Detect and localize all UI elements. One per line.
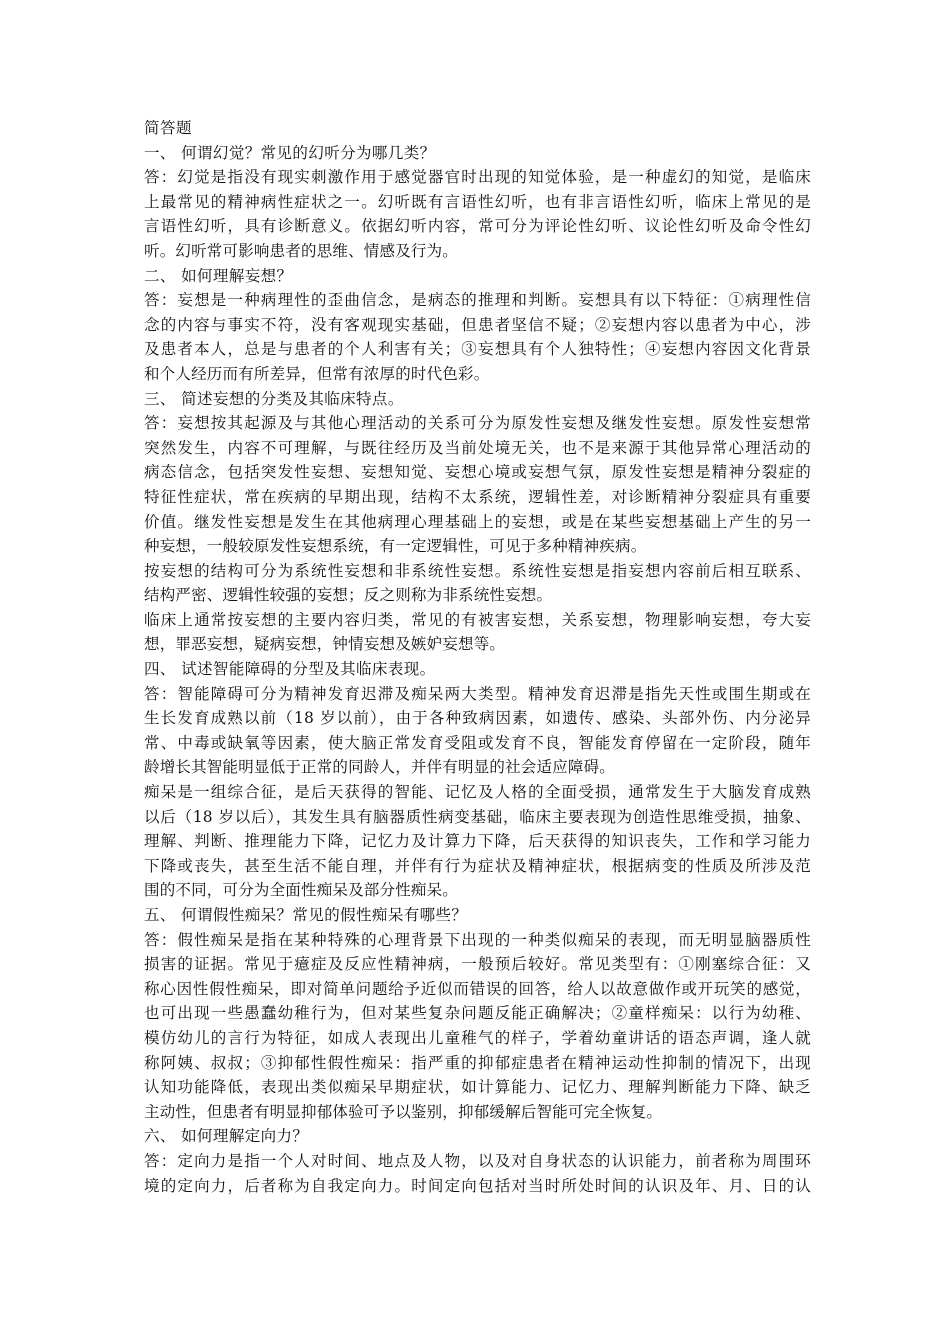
paragraph-line: 也可出现一些愚蠢幼稚行为，但对某些复杂问题反能正确解决；②童样痴呆：以行为幼稚、 — [144, 1004, 811, 1023]
paragraph-line: 按妄想的结构可分为系统性妄想和非系统性妄想。系统性妄想是指妄想内容前后相互联系、 — [144, 561, 811, 580]
question-heading: 六、 如何理解定向力？ — [144, 1127, 309, 1146]
paragraph-last-line: 和个人经历而有所差异，但常有浓厚的时代色彩。 — [144, 364, 490, 383]
paragraph-last-line: 听。幻听常可影响患者的思维、情感及行为。 — [144, 241, 459, 260]
document-body — [144, 141, 811, 1199]
paragraph-line: 称心因性假性痴呆，即对简单问题给予近似而错误的回答，给人以故意做作或开玩笑的感觉， — [144, 979, 811, 998]
question-heading: 二、 如何理解妄想？ — [144, 266, 293, 285]
question-heading: 四、 试述智能障碍的分型及其临床表现。 — [144, 660, 436, 679]
paragraph-line: 下降或丧失，甚至生活不能自理，并伴有行为症状及精神症状，根据病变的性质及所涉及范 — [144, 856, 811, 875]
document-title: 简答题 — [144, 119, 193, 137]
paragraph-line: 答：定向力是指一个人对时间、地点及人物，以及对自身状态的认识能力，前者称为周围环 — [144, 1151, 811, 1170]
paragraph-last-line: 主动性，但患者有明显抑郁体验可予以鉴别，抑郁缓解后智能可完全恢复。 — [144, 1102, 663, 1121]
paragraph-last-line: 结构严密、逻辑性较强的妄想；反之则称为非系统性妄想。 — [144, 586, 553, 605]
paragraph-line: 以后（18 岁以后），其发生具有脑器质性病变基础，临床主要表现为创造性思维受损，抽象、 — [144, 807, 811, 826]
paragraph-line: 答：假性痴呆是指在某种特殊的心理背景下出现的一种类似痴呆的表现，而无明显脑器质性 — [144, 930, 811, 949]
paragraph-last-line: 围的不同，可分为全面性痴呆及部分性痴呆。 — [144, 881, 459, 900]
paragraph-line: 损害的证据。常见于癔症及反应性精神病，一般预后较好。常见类型有：①刚塞综合征：又 — [144, 955, 811, 974]
paragraph-line: 痴呆是一组综合征，是后天获得的智能、记忆及人格的全面受损，通常发生于大脑发育成熟 — [144, 783, 811, 802]
question-heading: 三、 简述妄想的分类及其临床特点。 — [144, 389, 404, 408]
paragraph-line: 答：妄想按其起源及与其他心理活动的关系可分为原发性妄想及继发性妄想。原发性妄想常 — [144, 414, 811, 433]
paragraph-last-line: 种妄想，一般较原发性妄想系统，有一定逻辑性，可见于多种精神疾病。 — [144, 537, 647, 556]
paragraph-line: 答：幻觉是指没有现实刺激作用于感觉器官时出现的知觉体验，是一种虚幻的知觉，是临床 — [144, 168, 811, 187]
paragraph-line: 言语性幻听，具有诊断意义。依据幻听内容，常可分为评论性幻听、议论性幻听及命令性幻 — [144, 217, 811, 236]
paragraph-line: 理解、判断、推理能力下降，记忆力及计算力下降，后天获得的知识丧失，工作和学习能力 — [144, 832, 811, 851]
paragraph-line: 特征性症状，常在疾病的早期出现，结构不太系统，逻辑性差，对诊断精神分裂症具有重要 — [144, 487, 811, 506]
paragraph-last-line: 想，罪恶妄想，疑病妄想，钟情妄想及嫉妒妄想等。 — [144, 635, 506, 654]
paragraph-line: 境的定向力，后者称为自我定向力。时间定向包括对当时所处时间的认识及年、月、日的认 — [144, 1176, 811, 1195]
paragraph-line: 价值。继发性妄想是发生在其他病理心理基础上的妄想，或是在某些妄想基础上产生的另一 — [144, 512, 811, 531]
document-page — [144, 116, 811, 1198]
paragraph-line: 及患者本人，总是与患者的个人利害有关；③妄想具有个人独特性；④妄想内容因文化背景 — [144, 340, 811, 359]
paragraph-line: 认知功能降低，表现出类似痴呆早期症状，如计算能力、记忆力、理解判断能力下降、缺乏 — [144, 1078, 811, 1097]
paragraph-line: 念的内容与事实不符，没有客观现实基础，但患者坚信不疑；②妄想内容以患者为中心，涉 — [144, 315, 811, 334]
question-heading: 一、 何谓幻觉？常见的幻听分为哪几类？ — [144, 143, 436, 162]
paragraph-line: 生长发育成熟以前（18 岁以前），由于各种致病因素，如遗传、感染、头部外伤、内分泌异 — [144, 709, 811, 728]
question-heading: 五、 何谓假性痴呆？常见的假性痴呆有哪些？ — [144, 906, 468, 924]
paragraph-line: 上最常见的精神病性症状之一。幻听既有言语性幻听，也有非言语性幻听，临床上常见的是 — [144, 192, 811, 211]
paragraph-last-line: 龄增长其智能明显低于正常的同龄人，并伴有明显的社会适应障碍。 — [144, 758, 616, 777]
paragraph-line: 临床上通常按妄想的主要内容归类，常见的有被害妄想，关系妄想，物理影响妄想，夸大妄 — [144, 610, 811, 629]
paragraph-line: 常、中毒或缺氧等因素，使大脑正常发育受阻或发育不良，智能发育停留在一定阶段，随年 — [144, 733, 811, 752]
paragraph-line: 突然发生，内容不可理解，与既往经历及当前处境无关，也不是来源于其他异常心理活动的 — [144, 438, 811, 457]
paragraph-line: 答：智能障碍可分为精神发育迟滞及痴呆两大类型。精神发育迟滞是指先天性或围生期或在 — [144, 684, 811, 703]
paragraph-line: 称阿姨、叔叔；③抑郁性假性痴呆：指严重的抑郁症患者在精神运动性抑制的情况下，出现 — [144, 1053, 811, 1072]
paragraph-line: 答：妄想是一种病理性的歪曲信念，是病态的推理和判断。妄想具有以下特征：①病理性信 — [144, 291, 811, 310]
paragraph-line: 模仿幼儿的言行为特征，如成人表现出儿童稚气的样子，学着幼童讲话的语态声调，逢人就 — [144, 1028, 811, 1047]
paragraph-line: 病态信念，包括突发性妄想、妄想知觉、妄想心境或妄想气氛，原发性妄想是精神分裂症的 — [144, 463, 811, 482]
